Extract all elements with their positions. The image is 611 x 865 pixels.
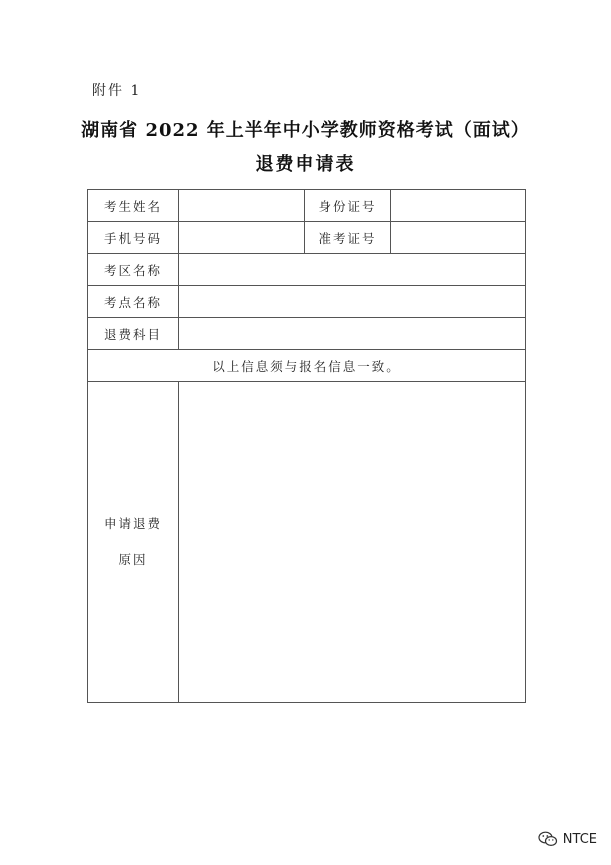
form-row-refund-subject (88, 318, 526, 350)
label-refund-reason (88, 382, 179, 703)
watermark-text: NTCE (562, 831, 597, 847)
field-exam-area[interactable] (179, 254, 526, 286)
form-row-name-id (88, 190, 526, 222)
label-id-number: 身份证号 (305, 190, 391, 222)
field-candidate-name[interactable] (179, 190, 305, 222)
label-phone-number: 手机号码 (88, 222, 179, 254)
page-subtitle: 退费申请表 (255, 154, 356, 175)
form-row-exam-area (88, 254, 526, 286)
field-ticket-number[interactable] (391, 222, 526, 254)
label-refund-reason-line1: 申请退费 (103, 516, 162, 531)
field-refund-subject[interactable] (179, 318, 526, 350)
attachment-label: 附件 1 (92, 83, 142, 99)
form-row-phone-ticket (88, 222, 526, 254)
label-refund-subject: 退费科目 (88, 318, 179, 350)
form-row-exam-site (88, 286, 526, 318)
refund-application-form (87, 189, 526, 703)
source-watermark (538, 831, 597, 847)
form-row-refund-reason (88, 382, 526, 703)
page-title: 湖南省 2022 年上半年中小学教师资格考试（面试） (81, 120, 530, 141)
wechat-icon (538, 831, 558, 847)
label-refund-reason-line2: 原因 (118, 552, 148, 567)
label-ticket-number: 准考证号 (305, 222, 391, 254)
field-exam-site[interactable] (179, 286, 526, 318)
label-exam-area: 考区名称 (88, 254, 179, 286)
label-candidate-name: 考生姓名 (88, 190, 179, 222)
field-phone-number[interactable] (179, 222, 305, 254)
label-exam-site: 考点名称 (88, 286, 179, 318)
field-refund-reason[interactable] (179, 382, 526, 703)
form-row-note (88, 350, 526, 382)
info-consistency-note: 以上信息须与报名信息一致。 (88, 350, 526, 382)
field-id-number[interactable] (391, 190, 526, 222)
